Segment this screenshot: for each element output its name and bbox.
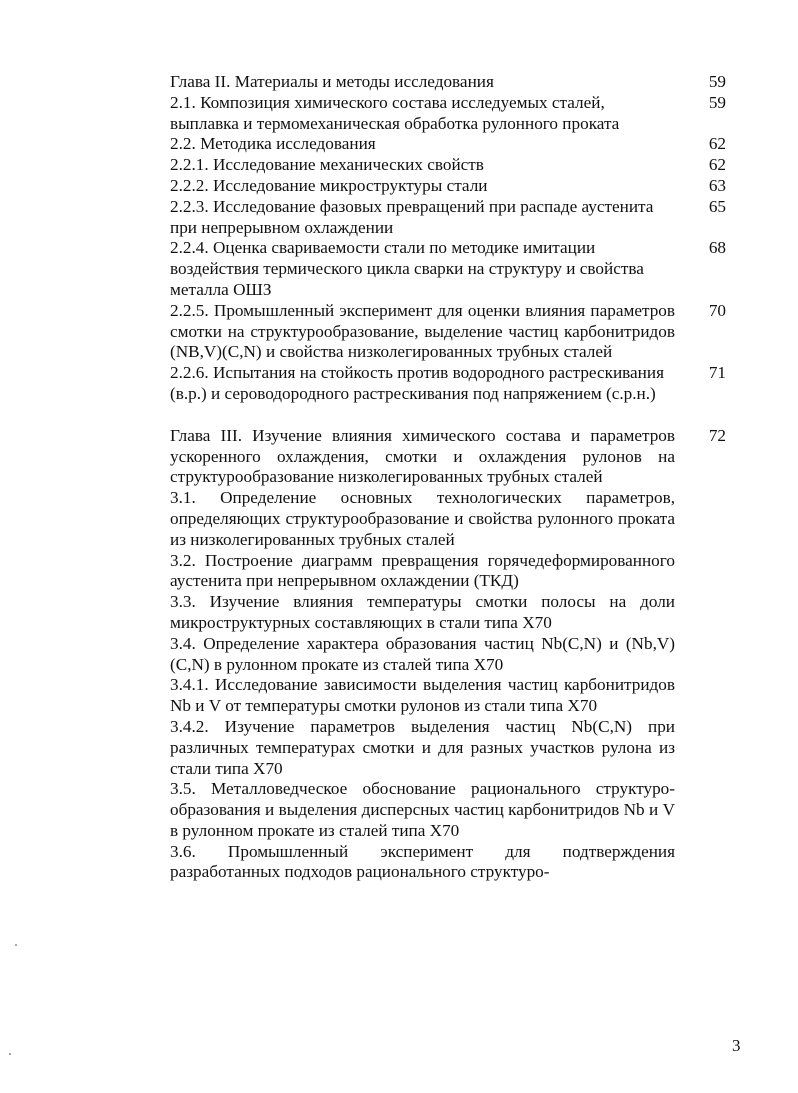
toc-entry — [170, 93, 726, 135]
toc-entry-text: 3.1. Определение основных технологических параметров, определяющих структурообразование и свойства рулонного проката из низколегированных трубных сталей — [170, 488, 675, 549]
toc-entry-page: 68 — [708, 238, 726, 258]
toc-entry — [170, 842, 726, 884]
toc-entry-text: 3.4.1. Исследование зависимости выделения частиц карбонитридов Nb и V от температуры смотки рулонов из стали типа Х70 — [170, 675, 675, 716]
toc-entry-text: 2.2.3. Исследование фазовых превращений при распаде аустенита при непрерывном охлаждении — [170, 196, 654, 237]
toc-entry — [170, 592, 726, 634]
toc-entry — [170, 301, 726, 363]
scan-speck — [9, 1053, 11, 1055]
toc-entry-text: 2.2.4. Оценка свариваемости стали по методике имитации воздействия термического цикла сварки на структуру и свойства металла ОШЗ — [170, 238, 644, 299]
toc-entry — [170, 238, 726, 300]
toc-entry — [170, 197, 726, 239]
table-of-contents — [170, 72, 726, 883]
toc-entry-page: 62 — [708, 155, 726, 175]
toc-entry-page: 59 — [708, 92, 726, 112]
toc-entry — [170, 488, 726, 550]
toc-entry-text: 2.2.5. Промышленный эксперимент для оценки влияния параметров смотки на структурообразование, выделение частиц карбонитридов (NB,V)(C,N) и свойства низколегированных трубных сталей — [170, 300, 675, 362]
toc-entry-text: 2.2.1. Исследование механических свойств — [170, 155, 484, 175]
toc-entry — [170, 675, 726, 717]
toc-entry-page: 59 — [708, 72, 726, 91]
page-number: 3 — [732, 1036, 741, 1055]
toc-entry-text: 2.2. Методика исследования — [170, 134, 376, 154]
toc-entry-page: 63 — [708, 175, 726, 195]
toc-entry-text: 2.2.6. Испытания на стойкость против водородного растрескивания (в.р.) и сероводородного растрескивания под напряжением (с.р.н.) — [170, 363, 664, 403]
toc-entry-text: 3.5. Металловедческое обоснование рационального структуро-образования и выделения дисперсных частиц карбонитридов Nb и V в рулонном прокате из сталей типа Х70 — [170, 779, 675, 840]
toc-entry — [170, 363, 726, 405]
toc-entry — [170, 176, 726, 197]
toc-entry-page: 70 — [708, 300, 726, 320]
toc-entry — [170, 779, 726, 841]
toc-entry-text: 3.3. Изучение влияния температуры смотки полосы на доли микроструктурных составляющих в стали типа Х70 — [170, 592, 675, 632]
scan-speck — [15, 944, 17, 946]
toc-entry-text: 2.1. Композиция химического состава исследуемых сталей, выплавка и термомеханическая обработка рулонного проката — [170, 92, 620, 133]
toc-entry — [170, 634, 726, 676]
toc-entry-page: 62 — [708, 134, 726, 154]
toc-entry-chapter — [170, 426, 726, 488]
toc-entry-text: 3.2. Построение диаграмм превращения горячедеформированного аустенита при непрерывном охлаждении (ТКД) — [170, 550, 675, 591]
toc-entry-text: Глава II. Материалы и методы исследования — [170, 72, 494, 91]
toc-entry-text: 3.4.2. Изучение параметров выделения частиц Nb(C,N) при различных температурах смотки и для разных участков рулона из стали типа Х70 — [170, 716, 675, 778]
toc-entry-text: 2.2.2. Исследование микроструктуры стали — [170, 175, 488, 195]
toc-entry-page: 65 — [708, 196, 726, 216]
toc-entry-text: 3.4. Определение характера образования частиц Nb(C,N) и (Nb,V)(C,N) в рулонном прокате из сталей типа Х70 — [170, 633, 675, 674]
toc-entry — [170, 717, 726, 779]
toc-entry — [170, 551, 726, 593]
toc-entry-text: 3.6. Промышленный эксперимент для подтверждения разработанных подходов рационального структуро- — [170, 841, 675, 882]
toc-entry-page: 72 — [708, 425, 726, 445]
toc-entry — [170, 72, 726, 93]
toc-entry — [170, 155, 726, 176]
toc-entry-text: Глава III. Изучение влияния химического состава и параметров ускоренного охлаждения, смотки и охлаждения рулонов на структурообразование низколегированных трубных сталей — [170, 425, 675, 487]
toc-entry — [170, 134, 726, 155]
toc-entry-page: 71 — [708, 363, 726, 383]
